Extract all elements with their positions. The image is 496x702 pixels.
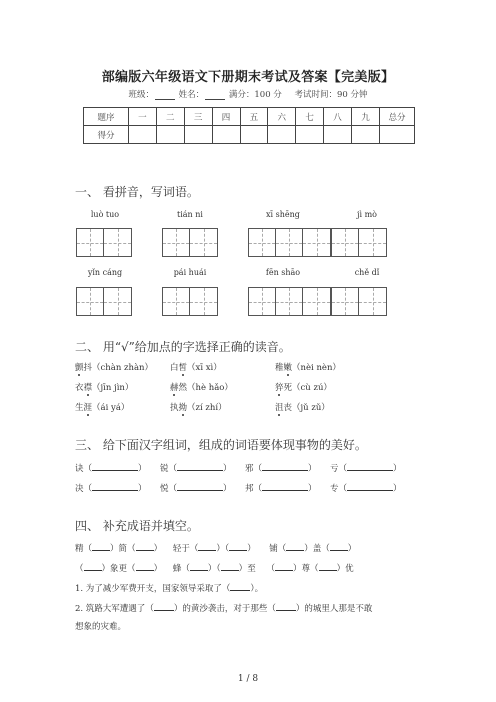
pinyin-label: tián ni: [177, 210, 203, 219]
reading-item[interactable]: 猝死（cù zú）: [275, 383, 332, 393]
section-4-heading: 四、 补充成语并填空。: [75, 519, 199, 533]
fill-question-2-cont: 想象的灾难。: [75, 622, 127, 632]
score-cell[interactable]: [268, 126, 296, 144]
score-cell[interactable]: [212, 126, 240, 144]
reading-item[interactable]: 白皙（xī xì）: [170, 363, 222, 373]
reading-item[interactable]: 赫然（hè hǎo）: [170, 383, 233, 393]
score-table: [83, 107, 415, 144]
writing-grid[interactable]: [248, 287, 331, 316]
pinyin-label: xī shēng: [266, 210, 300, 219]
score-cell[interactable]: [240, 126, 268, 144]
page-title: 部编版六年级语文下册期末考试及答案【完美版】: [101, 70, 395, 85]
exam-info: [0, 88, 496, 100]
score-header-cell: 总分: [380, 108, 415, 126]
word-group-item[interactable]: 决（ ）: [75, 484, 147, 494]
score-cell[interactable]: [352, 126, 380, 144]
dotted-char: 嫩: [283, 363, 293, 373]
reading-item[interactable]: 沮丧（jǔ zǔ）: [275, 403, 330, 413]
score-row-label: 得分: [84, 126, 129, 144]
reading-item[interactable]: 稚嫩（nèi nèn）: [275, 363, 341, 373]
score-header-cell: 二: [156, 108, 184, 126]
pinyin-label: fēn shāo: [265, 268, 301, 277]
reading-item[interactable]: 执拗（zí zhí）: [170, 403, 227, 413]
writing-grid[interactable]: [248, 228, 331, 257]
reading-item[interactable]: 衣襟（jīn jìn）: [75, 383, 134, 393]
word-group-item[interactable]: 专（ ）: [330, 484, 402, 494]
pinyin-label: yǐn cáng: [87, 268, 123, 277]
word-group-item[interactable]: 邦（ ）: [245, 484, 317, 494]
pinyin-label: jì mò: [357, 210, 377, 219]
score-header-cell: 题序: [84, 108, 129, 126]
score-cell[interactable]: [324, 126, 352, 144]
reading-item[interactable]: 生涯（ái yá）: [75, 403, 130, 413]
full-score: 满分：100 分: [228, 90, 282, 100]
dotted-char: 赫: [170, 383, 179, 393]
writing-grid[interactable]: [162, 287, 218, 316]
section-2-heading: 二、 用“√”给加点的字选择正确的读音。: [75, 340, 291, 354]
reading-item[interactable]: 颤抖（chàn zhàn）: [75, 363, 154, 373]
fill-question-2[interactable]: 2. 筑路大军遭遇了（ ）的黄沙袭击，对于那些（ ）的城里人那是不敢: [75, 604, 373, 614]
word-group-item[interactable]: 诀（ ）: [75, 464, 147, 474]
dotted-char: 拗: [178, 403, 188, 413]
writing-grid[interactable]: [162, 228, 218, 257]
score-header-cell: 八: [324, 108, 352, 126]
dotted-char: 涯: [83, 403, 93, 413]
dotted-char: 皙: [178, 363, 188, 373]
writing-grid[interactable]: [331, 287, 387, 316]
writing-grid[interactable]: [76, 228, 132, 257]
dotted-char: 沮: [275, 403, 284, 413]
word-group-item[interactable]: 悦（ ）: [160, 484, 232, 494]
exam-time: 考试时间：90 分钟: [294, 90, 368, 100]
score-cell[interactable]: [380, 126, 415, 144]
class-label: 班级：: [128, 90, 154, 100]
fill-question-1[interactable]: 1. 为了减少军费开支，国家领导采取了（ ）。: [75, 584, 264, 594]
score-cell[interactable]: [296, 126, 324, 144]
score-header-cell: 六: [268, 108, 296, 126]
score-cell[interactable]: [184, 126, 212, 144]
section-1-heading: 一、 看拼音，写词语。: [75, 185, 199, 199]
page-number: 1 / 8: [237, 674, 259, 684]
name-blank[interactable]: [205, 91, 225, 100]
name-label: 姓名：: [178, 90, 205, 100]
score-header-cell: 九: [352, 108, 380, 126]
class-blank[interactable]: [155, 91, 175, 100]
word-group-item[interactable]: 亏（ ）: [330, 464, 402, 474]
word-group-item[interactable]: 锐（ ）: [160, 464, 232, 474]
pinyin-label: pái huái: [173, 268, 207, 277]
word-group-item[interactable]: 邪（ ）: [245, 464, 317, 474]
section-3-heading: 三、 给下面汉字组词，组成的词语要体现事物的美好。: [75, 438, 367, 452]
writing-grid[interactable]: [331, 228, 387, 257]
score-cell[interactable]: [156, 126, 184, 144]
score-header-cell: 一: [129, 108, 157, 126]
score-value-row: [84, 126, 415, 144]
dotted-char: 颤: [75, 363, 84, 373]
pinyin-label: chě dǐ: [354, 268, 380, 277]
score-header-cell: 三: [184, 108, 212, 126]
score-header-cell: 七: [296, 108, 324, 126]
score-header-cell: 四: [212, 108, 240, 126]
dotted-char: 猝: [275, 383, 284, 393]
score-header-row: [84, 108, 415, 126]
score-header-cell: 五: [240, 108, 268, 126]
dotted-char: 襟: [83, 383, 93, 393]
writing-grid[interactable]: [76, 287, 132, 316]
pinyin-label: luò tuo: [90, 210, 120, 219]
idiom-row-2[interactable]: （ ）象更（ ） 蜂（ ）（ ）至 （ ）尊（ ）优: [75, 564, 354, 574]
idiom-row-1[interactable]: 精（ ）简（ ） 轻于（ ）（ ） 铺（ ）盖（ ）: [75, 544, 357, 554]
score-cell[interactable]: [129, 126, 157, 144]
